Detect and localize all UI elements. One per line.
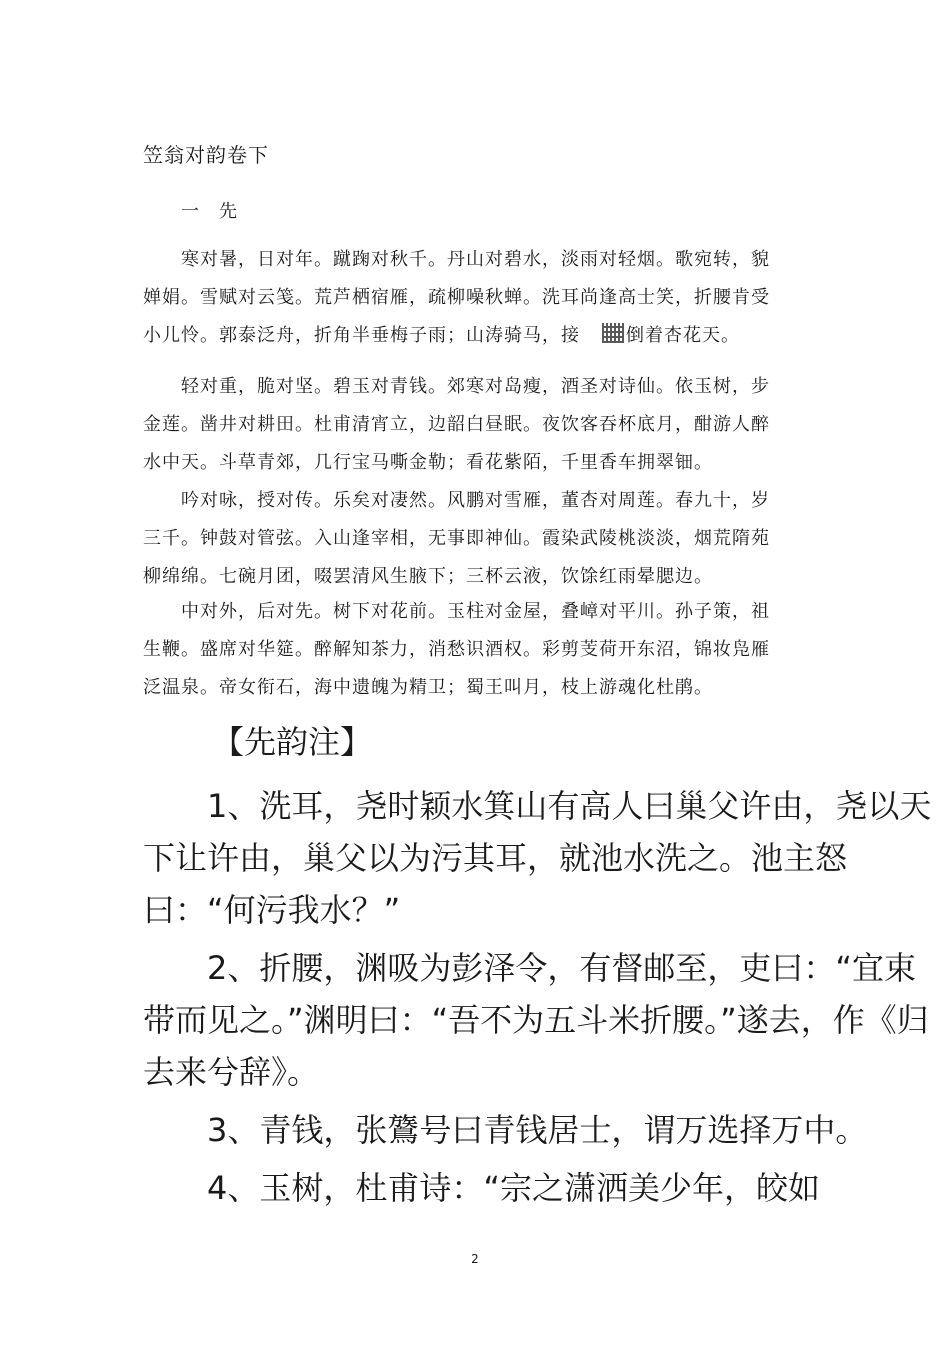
poem-stanza-2: 轻对重，脆对坚。碧玉对青钱。郊寒对岛瘦，酒圣对诗仙。依玉树，步金莲。凿井对耕田。杜甫清宵立，边韶白昼眠。夜饮客吞杯底月，酣游人醉水中天。斗草青郊，几行宝马嘶金勒；看花紫陌，千里香车拥翠钿。 [143, 376, 770, 473]
section-heading: 一 先 [181, 201, 238, 222]
poem-stanza-3: 吟对咏，授对传。乐矣对凄然。风鹏对雪雁，董杏对周莲。春九十，岁三千。钟鼓对管弦。入山逢宰相，无事即神仙。霞染武陵桃淡淡，烟荒隋苑柳绵绵。七碗月团，啜罢清风生腋下；三杯云液，饮馀红雨晕腮边。 [143, 490, 770, 587]
notes-heading: 【先韵注】 [212, 723, 373, 761]
rare-character-image [602, 323, 624, 343]
page-number: 2 [471, 1252, 479, 1266]
note-item: 1、洗耳，尧时颖水箕山有高人曰巢父许由，尧以天下让许由，巢父以为污其耳，就池水洗之。池主怒曰：“何污我水？” [143, 787, 932, 929]
poem-stanza-1 [143, 241, 783, 355]
note-item: 4、玉树，杜甫诗：“宗之潇洒美少年，皎如 [207, 1169, 820, 1207]
poem-stanza-4: 中对外，后对先。树下对花前。玉柱对金屋，叠嶂对平川。孙子策，祖生鞭。盛席对华筵。醉解知茶力，消愁识酒权。彩剪芰荷开东沼，锦妆凫雁泛温泉。帝女衔石，海中遗魄为精卫；蜀王叫月，枝上游魂化杜鹃。 [143, 601, 770, 698]
note-item: 3、青钱，张鷟号曰青钱居士，谓万选择万中。 [207, 1111, 868, 1149]
note-item: 2、折腰，渊吸为彭泽令，有督邮至，吏曰：“宜束带而见之。”渊明曰：“吾不为五斗米折腰。”遂去，作《归去来兮辞》。 [143, 949, 929, 1091]
poem-text: 倒着杏花天。 [626, 325, 740, 346]
notes-list [143, 780, 943, 1220]
poem-text: 寒对暑，日对年。蹴踘对秋千。丹山对碧水，淡雨对轻烟。歌宛转，貌婵娟。雪赋对云笺。荒芦栖宿雁，疏柳噪秋蝉。洗耳尚逢高士笑，折腰肯受小儿怜。郭泰泛舟，折角半垂梅子雨；山涛骑马，接 [143, 249, 770, 346]
document-title: 笠翁对韵卷下 [143, 143, 269, 167]
